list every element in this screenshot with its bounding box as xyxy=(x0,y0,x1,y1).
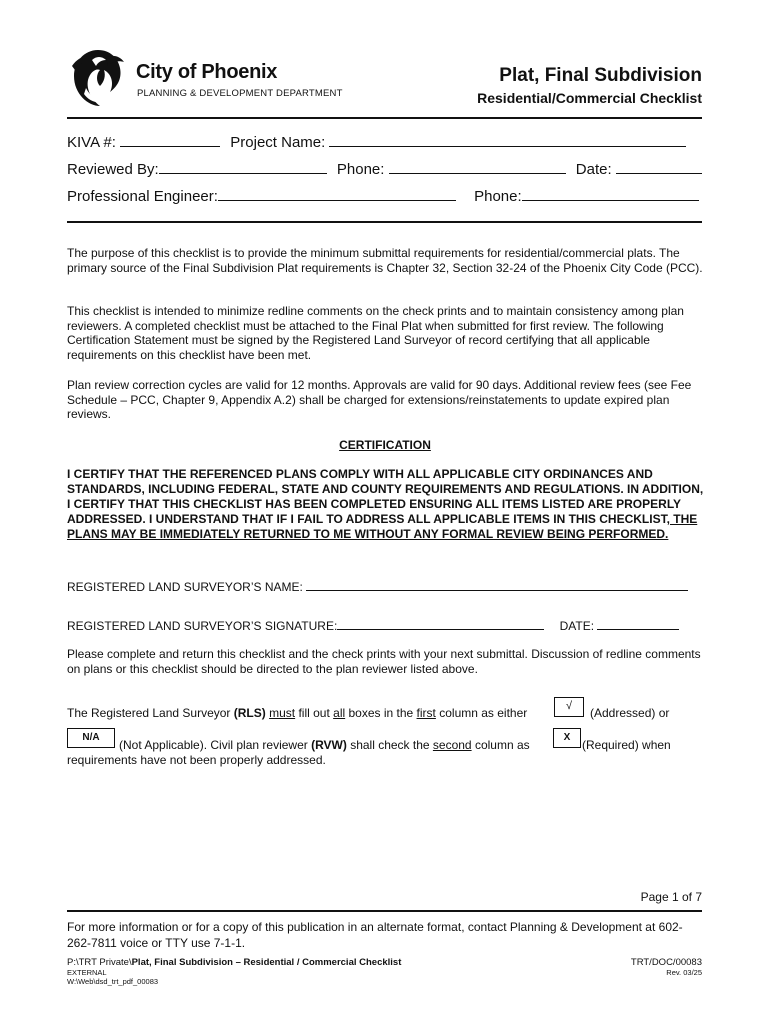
page-number: Page 1 of 7 xyxy=(640,890,702,904)
na-checkbox-sample: N/A xyxy=(67,728,115,748)
intro-paragraph-2: This checklist is intended to minimize redline comments on the check prints and to maintain consistency among plan reviewers. A completed checklist must be attached to the Final Plat when submitted for first review. The following Certification Statement must be signed by the Registered Land Surveyor of record certifying that all applicable requirements on this checklist have been met. xyxy=(67,304,684,362)
rvw-second: second xyxy=(432,738,472,752)
rls-text: The Registered Land Surveyor xyxy=(67,706,234,720)
rls-first: first xyxy=(416,706,436,720)
footer-divider xyxy=(67,910,702,912)
surveyor-signature-row xyxy=(67,617,679,633)
signature-date-input[interactable] xyxy=(597,617,679,630)
rls-column: column as either xyxy=(435,706,528,720)
rls-all: all xyxy=(333,706,346,720)
certification-heading: CERTIFICATION xyxy=(339,438,431,452)
required-label: (Required) when xyxy=(582,738,671,752)
rvw-shall-check: shall check the xyxy=(346,738,433,752)
kiva-field-row xyxy=(67,132,686,151)
footer-path-prefix: P:\TRT Private\ xyxy=(67,957,132,968)
surveyor-name-input[interactable] xyxy=(306,578,688,591)
signature-date-label: DATE: xyxy=(559,619,595,633)
date-input[interactable] xyxy=(616,159,702,174)
footer-external: EXTERNAL xyxy=(67,968,107,977)
document-title: Plat, Final Subdivision xyxy=(499,65,702,86)
kiva-label: KIVA #: xyxy=(67,134,116,151)
footer-doc-code: TRT/DOC/00083 xyxy=(630,957,702,968)
intro-paragraph-1: The purpose of this checklist is to provide the minimum submittal requirements for residential/commercial plats. The primary source of the Final Subdivision Plat requirements is Chapter 32, Section 32-24 of the Phoenix City Code (PCC). xyxy=(67,246,703,275)
footer-path-title: Plat, Final Subdivision – Residential / Commercial Checklist xyxy=(131,957,402,968)
phone-label: Phone: xyxy=(336,161,385,178)
rls-boxes: boxes in the xyxy=(345,706,417,720)
certification-body-b: , THE PLANS MAY BE IMMEDIATELY RETURNED TO ME WITHOUT ANY FORMAL REVIEW BEING PERFORMED. xyxy=(67,512,698,541)
rvw-abbrev: (RVW) xyxy=(311,738,347,752)
project-name-input[interactable] xyxy=(329,132,686,147)
certification-body-a: I CERTIFY THAT THE REFERENCED PLANS COMPLY WITH ALL APPLICABLE CITY ORDINANCES AND STANDARDS, INCLUDING FEDERAL, STATE AND COUNTY REQUIREMENTS AND REGULATIONS. IN ADDITION, I CERTIFY THAT THIS CHECKLIST HAS BEEN COMPLETED ENSURING ALL ITEMS LISTED ARE PROPERLY ADDRESSED. I UNDERSTAND THAT IF I FAIL TO ADDRESS ALL APPLICABLE ITEMS IN THIS CHECKLIST xyxy=(67,467,704,526)
certification-statement xyxy=(67,467,707,542)
fields-divider xyxy=(67,221,702,223)
date-label: Date: xyxy=(575,161,612,178)
project-name-label: Project Name: xyxy=(230,134,326,151)
org-name: City of Phoenix xyxy=(136,61,278,83)
surveyor-signature-input[interactable] xyxy=(337,617,544,630)
phone-input[interactable] xyxy=(389,159,566,174)
instructions-paragraph: Please complete and return this checklist and the check prints with your next submittal. Discussion of redline comments on plans or this checklist should be directed to the plan reviewer listed above. xyxy=(67,647,701,676)
required-checkbox-sample: X xyxy=(553,728,581,748)
rvw-column: column as xyxy=(471,738,530,752)
surveyor-signature-label: REGISTERED LAND SURVEYOR’S SIGNATURE: xyxy=(67,619,338,633)
footer-web-path: W:\Web\dsd_trt_pdf_00083 xyxy=(67,977,159,986)
org-department: PLANNING & DEVELOPMENT DEPARTMENT xyxy=(137,88,343,99)
footer-revision: Rev. 03/25 xyxy=(666,968,702,977)
document-subtitle: Residential/Commercial Checklist xyxy=(477,90,702,106)
reviewed-by-label: Reviewed By: xyxy=(67,161,159,178)
surveyor-name-label: REGISTERED LAND SURVEYOR’S NAME: xyxy=(67,580,303,594)
kiva-input[interactable] xyxy=(120,132,220,147)
intro-paragraph-3: Plan review correction cycles are valid for 12 months. Approvals are valid for 90 days. Additional review fees (see Fee Schedule – PCC, Chapter 9, Appendix A.2) shall be charged for extensions/reinstatements to update expired plan reviews. xyxy=(67,378,692,421)
rvw-instruction-line-2: requirements have not been properly addressed. xyxy=(67,753,326,767)
footer-file-path xyxy=(67,957,401,968)
rvw-text: (Not Applicable). Civil plan reviewer xyxy=(119,738,312,752)
reviewed-by-input[interactable] xyxy=(159,159,327,174)
addressed-label: (Addressed) or xyxy=(590,706,670,720)
footer-info: For more information or for a copy of this publication in an alternate format, contact Planning & Development at 602-262-7811 voice or TTY use 7-1-1. xyxy=(67,920,683,950)
rls-fill-out: fill out xyxy=(295,706,334,720)
professional-engineer-label: Professional Engineer: xyxy=(67,188,218,205)
rls-abbrev: (RLS) xyxy=(233,706,266,720)
rls-instruction-line xyxy=(67,706,527,720)
phone2-label: Phone: xyxy=(474,188,522,205)
professional-engineer-input[interactable] xyxy=(218,186,456,201)
surveyor-name-row xyxy=(67,578,688,594)
rvw-instruction-line xyxy=(119,738,530,752)
reviewed-by-row xyxy=(67,159,702,178)
addressed-checkbox-sample: √ xyxy=(554,697,584,717)
phone2-input[interactable] xyxy=(522,186,699,201)
phoenix-bird-logo-icon xyxy=(66,44,130,112)
rls-must: must xyxy=(269,706,296,720)
engineer-row xyxy=(67,186,699,205)
header-divider xyxy=(67,117,702,119)
